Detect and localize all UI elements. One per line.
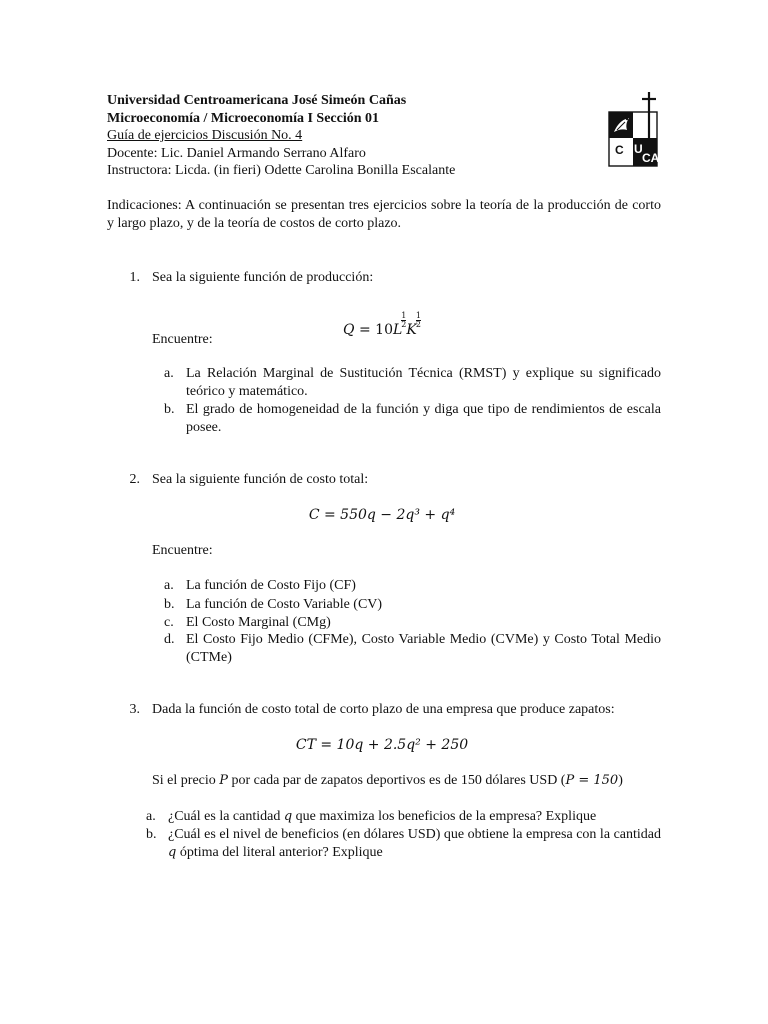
exercise-number: 1. [129, 270, 140, 285]
exercise-number: 2. [129, 472, 140, 487]
cost-function-equation: C = 550q − 2q³ + q⁴ [308, 507, 456, 523]
exercise-prompt: Sea la siguiente función de costo total: [152, 472, 369, 487]
course-name: Microeconomía / Microeconomía I Sección 01 [107, 110, 380, 126]
item-label: b. [146, 827, 157, 842]
exercise-prompt: Sea la siguiente función de producción: [152, 270, 374, 285]
item-text: La función de Costo Variable (CV) [186, 597, 383, 612]
item-text [168, 808, 661, 826]
item-text: La Relación Marginal de Sustitución Técnica (RMST) y explique su significado teórico y matemático. [186, 366, 661, 399]
exponent-fraction [416, 312, 421, 329]
instructor-name: Instructora: Licda. (in fieri) Odette Carolina Bonilla Escalante [107, 163, 456, 179]
item-label: b. [164, 402, 175, 417]
item-text: El Costo Fijo Medio (CFMe), Costo Variable Medio (CVMe) y Costo Total Medio (CTMe) [186, 632, 661, 665]
item-text-pre: ¿Cuál es el nivel de beneficios (en dólares USD) que obtiene la empresa con la cantidad [168, 827, 661, 842]
logo-letters-ca: CA [642, 151, 660, 165]
exercise-prompt: Dada la función de costo total de corto plazo de una empresa que produce zapatos: [152, 702, 615, 717]
logo-letters-c: C [615, 143, 624, 157]
equation-lhs: Q [343, 322, 355, 339]
equation-equals: = [358, 322, 371, 339]
item-label: a. [164, 578, 174, 593]
price-statement [152, 772, 623, 790]
item-text-post: óptima del literal anterior? Explique [176, 844, 383, 860]
document-header [107, 92, 587, 180]
university-name: Universidad Centroamericana José Simeón Cañas [107, 93, 407, 108]
production-function-equation [152, 312, 612, 340]
instructions-paragraph: Indicaciones: A continuación se presentan tres ejercicios sobre la teoría de la producción de corto y largo plazo, y de la teoría de costos de corto plazo. [107, 198, 661, 231]
uca-logo-cross-icon [605, 92, 663, 168]
price-text-mid: por cada par de zapatos deportivos es de 150 dólares USD ( [228, 773, 566, 788]
exponent-den: 2 [415, 320, 421, 329]
exercise-number: 3. [129, 702, 140, 717]
equation-var-k: K [406, 322, 417, 339]
price-variable: P [219, 773, 229, 788]
item-text-post: que maximiza los beneficios de la empresa? Explique [292, 809, 597, 824]
find-label: Encuentre: [152, 332, 213, 347]
item-text: El grado de homogeneidad de la función y diga que tipo de rendimientos de escala posee. [186, 402, 661, 435]
item-text [168, 826, 661, 861]
equation-var-l: L [393, 322, 403, 339]
find-label: Encuentre: [152, 543, 213, 558]
item-label: a. [164, 366, 174, 381]
item-label: b. [164, 597, 175, 612]
item-label: c. [164, 615, 174, 630]
item-label: a. [146, 809, 156, 824]
item-variable: q [168, 844, 177, 860]
item-text: La función de Costo Fijo (CF) [186, 578, 356, 593]
equation-coef: 10 [375, 322, 393, 339]
item-variable: q [283, 809, 293, 824]
item-text-pre: ¿Cuál es la cantidad [168, 809, 284, 824]
guide-title: Guía de ejercicios Discusión No. 4 [107, 128, 303, 144]
short-run-cost-equation: CT = 10q + 2.5q² + 250 [295, 737, 469, 753]
price-text-pre: Si el precio [152, 773, 220, 788]
teacher-name: Docente: Lic. Daniel Armando Serrano Alfaro [107, 145, 366, 161]
exponent-num: 1 [401, 311, 407, 320]
price-text-post: ) [618, 773, 623, 788]
logo-letters-u: U [634, 142, 643, 156]
exponent-num: 1 [415, 311, 421, 320]
price-equation: P = 150 [565, 773, 619, 788]
item-text: El Costo Marginal (CMg) [186, 615, 331, 630]
exponent-den: 2 [401, 320, 407, 329]
item-label: d. [164, 632, 175, 647]
